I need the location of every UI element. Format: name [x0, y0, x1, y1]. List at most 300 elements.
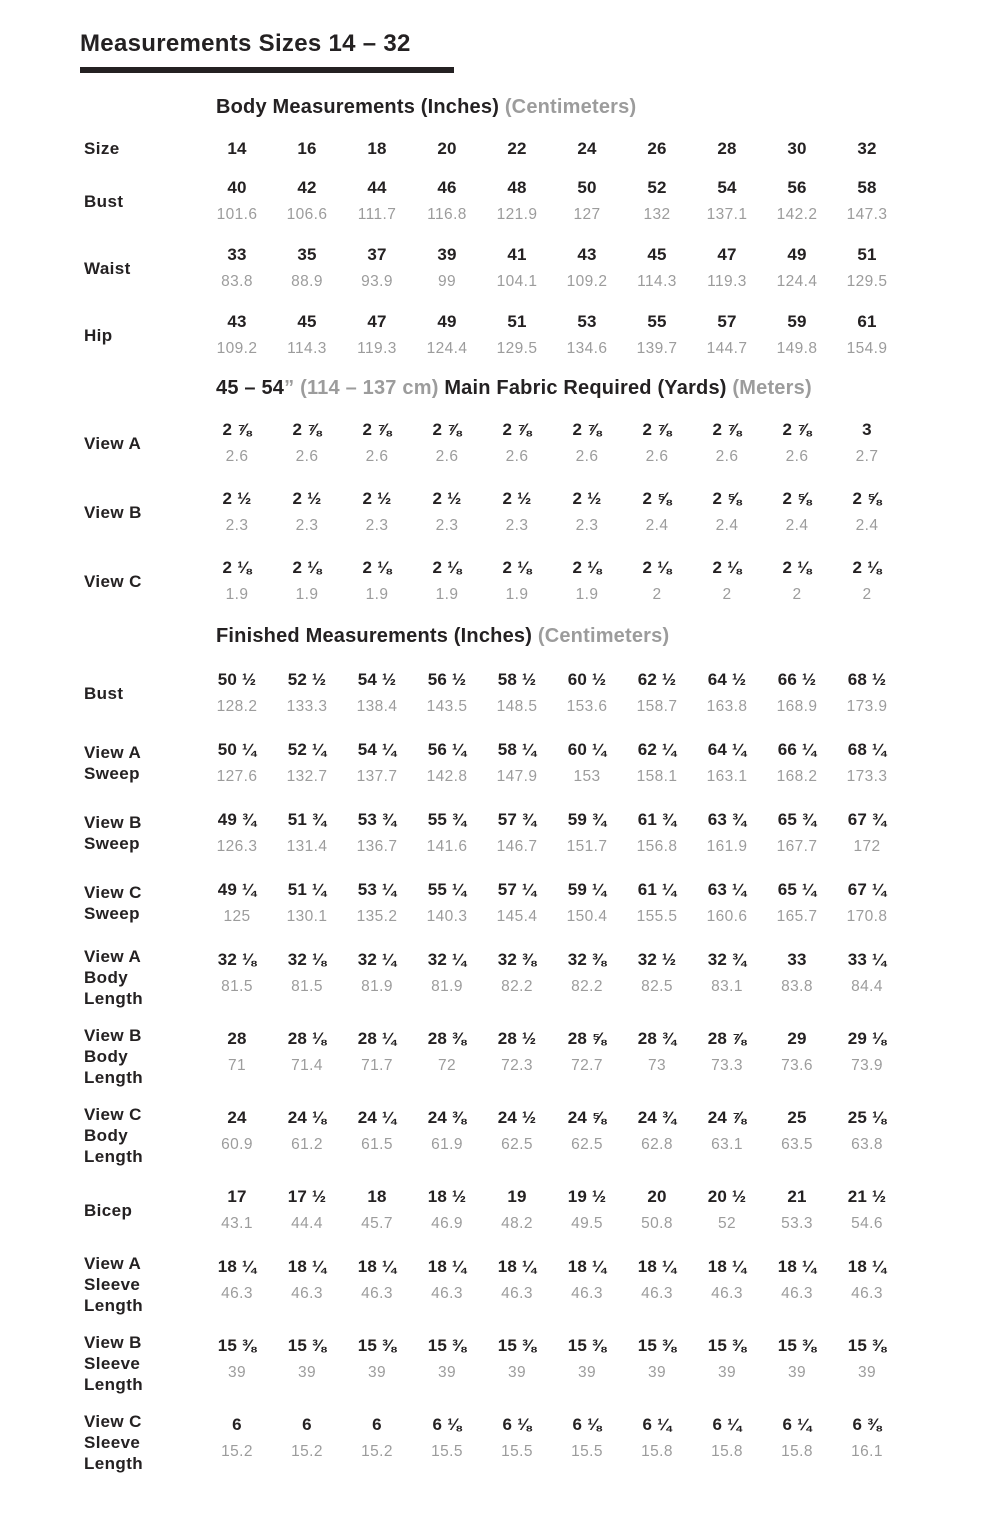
cm-value: 2.4 — [785, 517, 809, 534]
inches-value: 45 — [297, 312, 317, 331]
inches-value: 58 ¼ — [497, 740, 537, 759]
cm-value: 132 — [643, 206, 671, 223]
table-row — [80, 1411, 990, 1474]
value-cell — [482, 416, 552, 470]
cm-value: 2.3 — [365, 517, 389, 534]
inches-value: 15 ⅜ — [847, 1336, 887, 1355]
value-cell — [552, 736, 622, 790]
value-cell — [832, 946, 902, 1000]
value-cell — [272, 876, 342, 930]
value-cell — [692, 666, 762, 720]
cm-value: 2.4 — [715, 517, 739, 534]
table-row — [80, 806, 990, 860]
cm-value: 46.3 — [431, 1285, 463, 1302]
inches-value: 68 ½ — [847, 670, 887, 689]
label-line: View A — [84, 433, 142, 453]
inches-value: 18 ¼ — [357, 1257, 397, 1276]
cm-value: 62.5 — [501, 1136, 533, 1153]
value-cell — [482, 1411, 552, 1465]
value-cell — [832, 876, 902, 930]
inches-value: 60 ½ — [567, 670, 607, 689]
inches-value: 33 — [227, 245, 247, 264]
cm-value: 2 — [722, 586, 732, 603]
inches-value: 22 — [507, 139, 527, 158]
value-cell — [342, 308, 412, 362]
value-cell — [272, 174, 342, 228]
inches-value: 65 ¼ — [777, 880, 817, 899]
table-row — [80, 174, 990, 228]
cm-value: 2.6 — [435, 448, 459, 465]
inches-value: 56 ¼ — [427, 740, 467, 759]
inches-value: 2 ⅛ — [362, 558, 392, 577]
cm-value: 82.5 — [641, 978, 673, 995]
value-cell — [202, 1104, 272, 1158]
value-cell — [342, 416, 412, 470]
label-line: Sweep — [84, 834, 140, 853]
value-cell — [202, 554, 272, 608]
value-cell — [202, 1411, 272, 1465]
cm-value: 84.4 — [851, 978, 883, 995]
inches-value: 2 ½ — [222, 489, 252, 508]
value-cell — [622, 1025, 692, 1079]
value-cell — [272, 1025, 342, 1079]
section-heading — [216, 95, 990, 119]
cm-value: 93.9 — [361, 273, 393, 290]
inches-value: 2 ⅞ — [432, 420, 462, 439]
inches-value: 24 ⅝ — [567, 1108, 607, 1127]
inches-value: 16 — [297, 139, 317, 158]
cm-value: 2.6 — [365, 448, 389, 465]
label-line: View C — [84, 571, 142, 591]
label-line: Sleeve — [84, 1275, 141, 1294]
label-line: Sweep — [84, 904, 140, 923]
inches-value: 2 ½ — [432, 489, 462, 508]
inches-value: 6 ⅜ — [852, 1415, 882, 1434]
cm-value: 1.9 — [225, 586, 249, 603]
value-cell — [762, 1104, 832, 1158]
value-cell — [342, 736, 412, 790]
cm-value: 114.3 — [637, 273, 677, 290]
cm-value: 46.3 — [221, 1285, 253, 1302]
cm-value: 50.8 — [641, 1215, 673, 1232]
value-cell — [482, 1183, 552, 1237]
value-cell — [342, 135, 412, 162]
cm-value: 62.5 — [571, 1136, 603, 1153]
cm-value: 72.3 — [501, 1057, 533, 1074]
inches-value: 18 ¼ — [567, 1257, 607, 1276]
inches-value: 2 ⅝ — [852, 489, 882, 508]
label-line: View B — [84, 502, 142, 522]
cm-value: 45.7 — [361, 1215, 393, 1232]
value-cell — [482, 174, 552, 228]
cm-value: 2 — [792, 586, 802, 603]
cm-value: 15.5 — [431, 1443, 463, 1460]
cm-value: 135.2 — [356, 908, 398, 925]
inches-value: 32 — [857, 139, 877, 158]
cm-value: 82.2 — [571, 978, 603, 995]
cm-value: 138.4 — [356, 698, 398, 715]
cm-value: 83.1 — [711, 978, 743, 995]
cm-value: 126.3 — [216, 838, 258, 855]
inches-value: 3 — [862, 420, 872, 439]
label-line: Bust — [84, 683, 124, 703]
inches-value: 32 ⅛ — [217, 950, 257, 969]
value-cell — [412, 554, 482, 608]
cm-value: 129.5 — [846, 273, 888, 290]
inches-value: 21 — [787, 1187, 807, 1206]
inches-value: 6 ⅛ — [432, 1415, 462, 1434]
inches-value: 54 ½ — [357, 670, 397, 689]
value-cell — [552, 806, 622, 860]
cm-value: 153 — [573, 768, 601, 785]
value-cell — [272, 241, 342, 295]
cm-value: 121.9 — [496, 206, 538, 223]
value-cell — [412, 308, 482, 362]
inches-value: 6 — [302, 1415, 312, 1434]
inches-value: 59 — [787, 312, 807, 331]
value-cell — [622, 1332, 692, 1386]
inches-value: 65 ¾ — [777, 810, 817, 829]
cm-value: 2.3 — [225, 517, 249, 534]
value-cell — [692, 241, 762, 295]
value-cell — [622, 1411, 692, 1465]
cm-value: 46.3 — [571, 1285, 603, 1302]
value-cell — [762, 876, 832, 930]
inches-value: 32 ½ — [637, 950, 677, 969]
inches-value: 37 — [367, 245, 387, 264]
inches-value: 2 ⅞ — [362, 420, 392, 439]
label-line: Sleeve — [84, 1354, 141, 1373]
label-line: Hip — [84, 325, 113, 345]
value-cell — [202, 1183, 272, 1237]
row-label — [80, 258, 202, 279]
value-cell — [202, 485, 272, 539]
inches-value: 63 ¾ — [707, 810, 747, 829]
value-cell — [832, 554, 902, 608]
cm-value: 81.5 — [291, 978, 323, 995]
label-line: View A — [84, 743, 142, 762]
inches-value: 28 ⅝ — [567, 1029, 607, 1048]
cm-value: 39 — [367, 1364, 387, 1381]
cm-value: 2.3 — [295, 517, 319, 534]
value-cell — [832, 736, 902, 790]
table-row — [80, 554, 990, 608]
cm-value: 39 — [437, 1364, 457, 1381]
cm-value: 137.1 — [706, 206, 748, 223]
cm-value: 119.3 — [707, 273, 747, 290]
inches-value: 49 ¼ — [217, 880, 257, 899]
cm-value: 48.2 — [501, 1215, 533, 1232]
cm-value: 81.5 — [221, 978, 253, 995]
value-cell — [832, 416, 902, 470]
value-cell — [272, 1183, 342, 1237]
inches-value: 52 ¼ — [287, 740, 327, 759]
value-cell — [832, 308, 902, 362]
cm-value: 127.6 — [216, 768, 258, 785]
cm-value: 168.2 — [776, 768, 818, 785]
value-cell — [832, 1332, 902, 1386]
cm-value: 124.4 — [426, 340, 468, 357]
cm-value: 132.7 — [286, 768, 328, 785]
cm-value: 54.6 — [851, 1215, 883, 1232]
inches-value: 2 ⅞ — [712, 420, 742, 439]
cm-value: 114.3 — [287, 340, 327, 357]
inches-value: 20 ½ — [707, 1187, 747, 1206]
inches-value: 20 — [647, 1187, 667, 1206]
value-cell — [552, 174, 622, 228]
inches-value: 58 ½ — [497, 670, 537, 689]
value-cell — [552, 1332, 622, 1386]
inches-value: 32 ¾ — [707, 950, 747, 969]
inches-value: 6 ⅛ — [572, 1415, 602, 1434]
table-row — [80, 1183, 990, 1237]
cm-value: 15.8 — [781, 1443, 813, 1460]
value-cell — [692, 485, 762, 539]
inches-value: 29 — [787, 1029, 807, 1048]
inches-value: 49 ¾ — [217, 810, 257, 829]
heading-segment: (Centimeters) — [532, 625, 670, 647]
inches-value: 51 — [507, 312, 527, 331]
label-line: Body — [84, 1126, 129, 1145]
inches-value: 48 — [507, 178, 527, 197]
inches-value: 2 ⅛ — [712, 558, 742, 577]
inches-value: 61 — [857, 312, 877, 331]
value-cell — [482, 666, 552, 720]
table-row — [80, 241, 990, 295]
cm-value: 170.8 — [846, 908, 888, 925]
cm-value: 2.6 — [505, 448, 529, 465]
cm-value: 109.2 — [566, 273, 608, 290]
cm-value: 141.6 — [426, 838, 468, 855]
cm-value: 46.9 — [431, 1215, 463, 1232]
inches-value: 2 ⅝ — [782, 489, 812, 508]
inches-value: 58 — [857, 178, 877, 197]
inches-value: 2 ⅞ — [642, 420, 672, 439]
inches-value: 55 ¾ — [427, 810, 467, 829]
value-cell — [272, 736, 342, 790]
inches-value: 28 ½ — [497, 1029, 537, 1048]
inches-value: 6 ⅛ — [502, 1415, 532, 1434]
value-cell — [552, 876, 622, 930]
inches-value: 28 ⅛ — [287, 1029, 327, 1048]
cm-value: 116.8 — [427, 206, 467, 223]
cm-value: 2.6 — [785, 448, 809, 465]
cm-value: 128.2 — [216, 698, 258, 715]
value-cell — [832, 1025, 902, 1079]
cm-value: 46.3 — [851, 1285, 883, 1302]
inches-value: 2 ⅝ — [642, 489, 672, 508]
value-cell — [412, 1183, 482, 1237]
label-line: Length — [84, 1375, 144, 1394]
cm-value: 148.5 — [496, 698, 538, 715]
value-cell — [552, 1025, 622, 1079]
value-cell — [202, 876, 272, 930]
value-cell — [762, 1183, 832, 1237]
cm-value: 63.8 — [851, 1136, 883, 1153]
inches-value: 33 — [787, 950, 807, 969]
value-cell — [622, 135, 692, 162]
heading-segment: (Meters) — [732, 377, 812, 399]
row-label — [80, 138, 202, 159]
value-cell — [342, 485, 412, 539]
label-line: View B — [84, 1026, 142, 1045]
value-cell — [832, 806, 902, 860]
inches-value: 2 ½ — [292, 489, 322, 508]
value-cell — [552, 241, 622, 295]
inches-value: 53 ¾ — [357, 810, 397, 829]
inches-value: 29 ⅛ — [847, 1029, 887, 1048]
value-cell — [622, 241, 692, 295]
value-cell — [482, 485, 552, 539]
cm-value: 161.9 — [706, 838, 748, 855]
cm-value: 156.8 — [636, 838, 678, 855]
inches-value: 56 ½ — [427, 670, 467, 689]
row-label — [80, 433, 202, 454]
cm-value: 82.2 — [501, 978, 533, 995]
cm-value: 158.1 — [636, 768, 678, 785]
cm-value: 143.5 — [426, 698, 468, 715]
cm-value: 39 — [647, 1364, 667, 1381]
value-cell — [762, 806, 832, 860]
cm-value: 61.5 — [361, 1136, 393, 1153]
inches-value: 15 ⅜ — [707, 1336, 747, 1355]
value-cell — [762, 666, 832, 720]
label-line: Bust — [84, 191, 124, 211]
cm-value: 61.9 — [431, 1136, 463, 1153]
cm-value: 63.5 — [781, 1136, 813, 1153]
cm-value: 63.1 — [711, 1136, 743, 1153]
value-cell — [762, 1332, 832, 1386]
value-cell — [762, 1025, 832, 1079]
value-cell — [692, 1253, 762, 1307]
value-cell — [342, 666, 412, 720]
inches-value: 49 — [437, 312, 457, 331]
value-cell — [412, 946, 482, 1000]
value-cell — [202, 946, 272, 1000]
cm-value: 1.9 — [435, 586, 459, 603]
inches-value: 67 ¼ — [847, 880, 887, 899]
inches-value: 24 ⅛ — [287, 1108, 327, 1127]
value-cell — [552, 1411, 622, 1465]
cm-value: 125 — [223, 908, 251, 925]
inches-value: 61 ¼ — [637, 880, 677, 899]
inches-value: 59 ¾ — [567, 810, 607, 829]
inches-value: 32 ⅜ — [497, 950, 537, 969]
inches-value: 18 ½ — [427, 1187, 467, 1206]
cm-value: 15.2 — [291, 1443, 323, 1460]
inches-value: 32 ¼ — [427, 950, 467, 969]
value-cell — [552, 308, 622, 362]
cm-value: 52 — [717, 1215, 737, 1232]
cm-value: 73 — [647, 1057, 667, 1074]
cm-value: 140.3 — [426, 908, 468, 925]
value-cell — [202, 135, 272, 162]
table-row — [80, 1332, 990, 1395]
inches-value: 2 ⅞ — [222, 420, 252, 439]
value-cell — [762, 135, 832, 162]
value-cell — [692, 174, 762, 228]
inches-value: 50 ¼ — [217, 740, 257, 759]
label-line: Length — [84, 989, 144, 1008]
value-cell — [762, 174, 832, 228]
inches-value: 28 ¾ — [637, 1029, 677, 1048]
cm-value: 46.3 — [501, 1285, 533, 1302]
cm-value: 2.4 — [645, 517, 669, 534]
table-row — [80, 946, 990, 1009]
measurement-table — [80, 95, 990, 1474]
cm-value: 139.7 — [636, 340, 678, 357]
inches-value: 60 ¼ — [567, 740, 607, 759]
inches-value: 49 — [787, 245, 807, 264]
value-cell — [412, 416, 482, 470]
inches-value: 62 ¼ — [637, 740, 677, 759]
table-row — [80, 308, 990, 362]
inches-value: 52 — [647, 178, 667, 197]
inches-value: 15 ⅜ — [287, 1336, 327, 1355]
value-cell — [412, 736, 482, 790]
inches-value: 59 ¼ — [567, 880, 607, 899]
inches-value: 51 — [857, 245, 877, 264]
cm-value: 1.9 — [575, 586, 599, 603]
value-cell — [412, 485, 482, 539]
inches-value: 6 — [232, 1415, 242, 1434]
value-cell — [272, 806, 342, 860]
value-cell — [272, 554, 342, 608]
value-cell — [622, 1104, 692, 1158]
inches-value: 2 ⅛ — [222, 558, 252, 577]
value-cell — [762, 736, 832, 790]
cm-value: 158.7 — [636, 698, 678, 715]
value-cell — [342, 1332, 412, 1386]
value-cell — [202, 416, 272, 470]
inches-value: 68 ¼ — [847, 740, 887, 759]
value-cell — [622, 666, 692, 720]
inches-value: 19 ½ — [567, 1187, 607, 1206]
inches-value: 28 — [227, 1029, 247, 1048]
inches-value: 33 ¼ — [847, 950, 887, 969]
cm-value: 39 — [857, 1364, 877, 1381]
value-cell — [482, 1332, 552, 1386]
cm-value: 88.9 — [291, 273, 323, 290]
label-line: Body — [84, 1047, 129, 1066]
cm-value: 99 — [437, 273, 457, 290]
cm-value: 2.4 — [855, 517, 879, 534]
inches-value: 2 ⅞ — [292, 420, 322, 439]
value-cell — [552, 485, 622, 539]
value-cell — [412, 666, 482, 720]
inches-value: 44 — [367, 178, 387, 197]
value-cell — [202, 1253, 272, 1307]
value-cell — [552, 1253, 622, 1307]
section-heading — [216, 376, 990, 400]
row-label — [80, 325, 202, 346]
cm-value: 147.3 — [846, 206, 888, 223]
value-cell — [342, 1183, 412, 1237]
inches-value: 42 — [297, 178, 317, 197]
inches-value: 21 ½ — [847, 1187, 887, 1206]
inches-value: 28 ¼ — [357, 1029, 397, 1048]
cm-value: 71.4 — [291, 1057, 323, 1074]
table-row — [80, 135, 990, 162]
cm-value: 61.2 — [291, 1136, 323, 1153]
cm-value: 39 — [787, 1364, 807, 1381]
cm-value: 2.3 — [435, 517, 459, 534]
cm-value: 15.5 — [571, 1443, 603, 1460]
inches-value: 63 ¼ — [707, 880, 747, 899]
row-label — [80, 683, 202, 704]
cm-value: 2 — [862, 586, 872, 603]
cm-value: 151.7 — [566, 838, 608, 855]
